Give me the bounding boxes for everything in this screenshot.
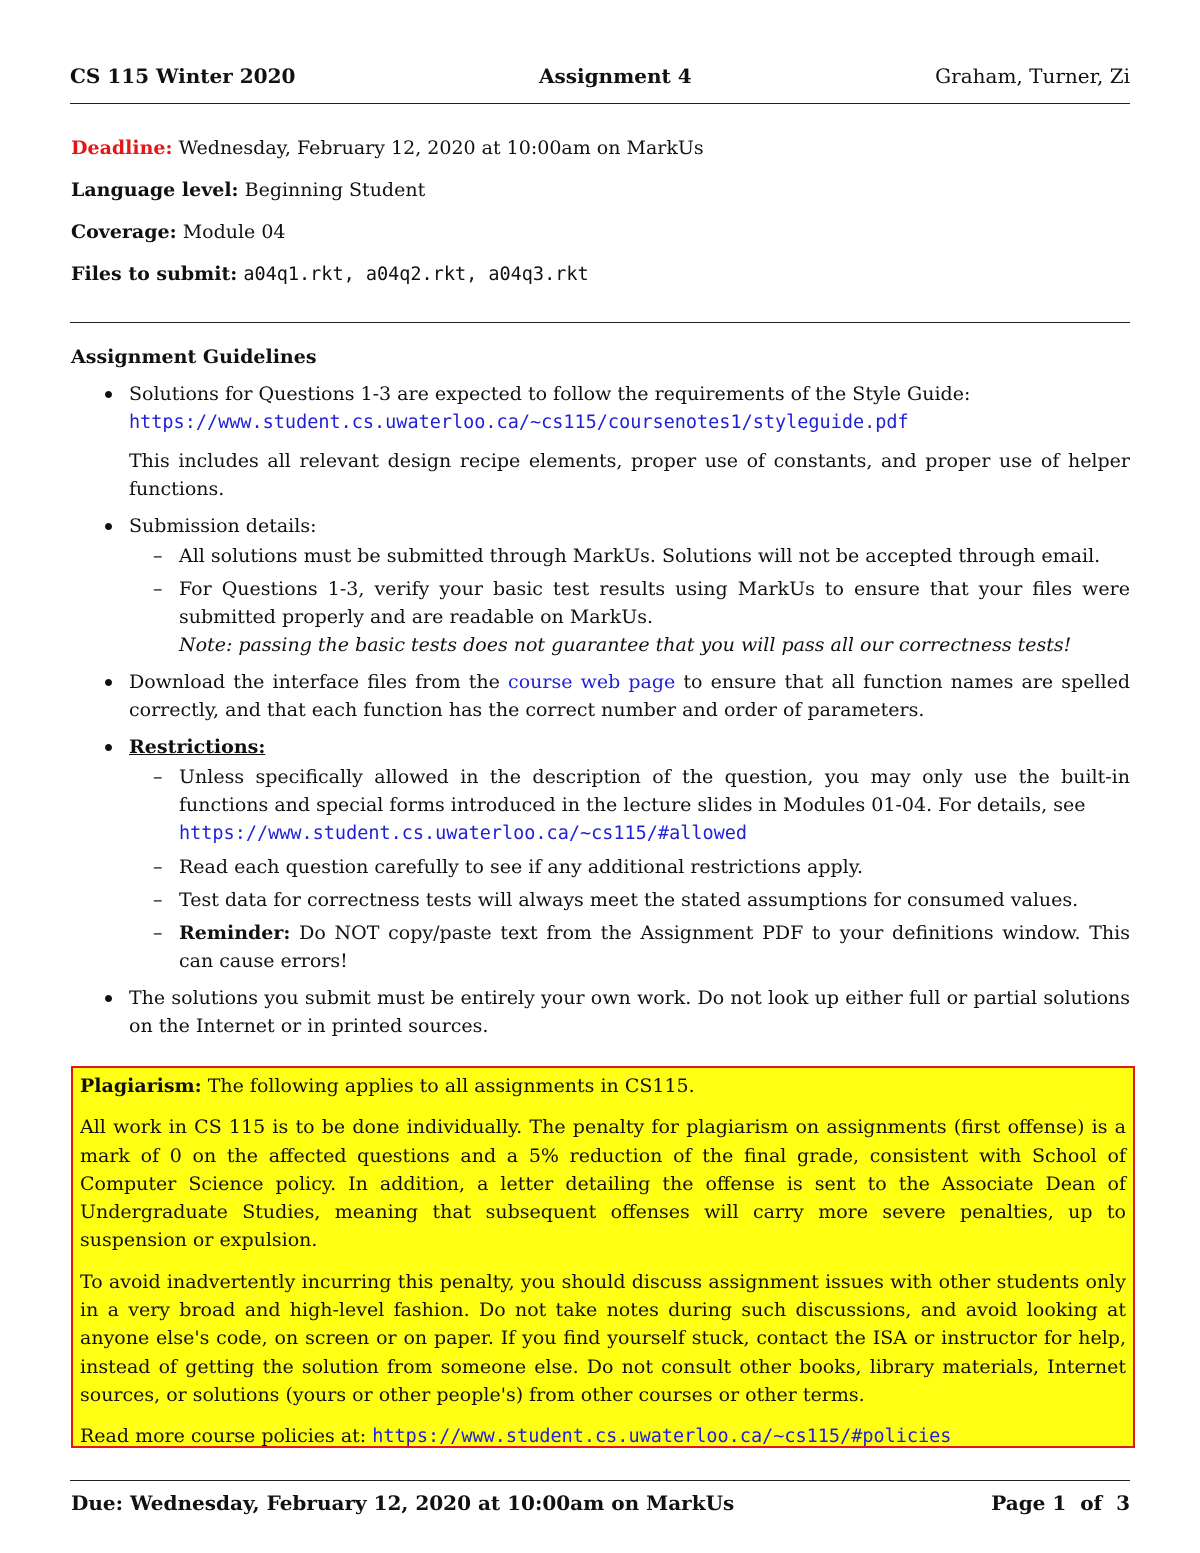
list-item [129,919,1130,975]
style-guide-text: Solutions for Questions 1-3 are expected to follow the requirements of the Style Guide: [129,383,971,405]
bullet-icon [105,744,112,751]
list-item [71,984,1130,1040]
assignment-guidelines [71,344,1130,1049]
reminder-label: Reminder: [179,922,291,944]
submission-item-verify: For Questions 1-3, verify your basic test results using MarkUs to ensure that your files were submitted properly and are readable on MarkUs. [179,578,1130,628]
submission-list [129,542,1130,659]
dash-icon: – [153,889,163,911]
files-line [71,259,1130,301]
restriction-test-data: Test data for correctness tests will always meet the stated assumptions for consumed values. [179,889,1079,911]
download-text-after: to ensure that all function names are spelled correctly, and that each function has the correct number and order of parameters. [129,671,1131,721]
list-item [129,575,1130,659]
policies-text: Read more course policies at: [80,1425,367,1448]
list-item [71,668,1130,724]
reminder-text: Do NOT copy/paste text from the Assignment PDF to your definitions window. This can cause errors! [179,922,1130,972]
files-label: Files to submit: [71,263,238,285]
list-item [71,380,1130,503]
guidelines-title: Assignment Guidelines [71,346,317,368]
page-header [70,58,1130,94]
download-text-before: Download the interface files from the [129,671,500,693]
list-item [129,853,1130,881]
dash-icon: – [153,856,163,878]
authors: Graham, Turner, Zi [935,64,1130,88]
submission-label: Submission details: [129,515,317,537]
restrictions-label: Restrictions: [129,736,266,758]
plagiarism-intro-text: The following applies to all assignments in CS115. [207,1075,695,1097]
style-guide-link[interactable]: https://www.student.cs.uwaterloo.ca/~cs115/coursenotes1/styleguide.pdf [129,412,909,433]
meta-divider [70,322,1130,323]
language-label: Language level: [71,179,239,201]
page-footer [71,1488,1130,1518]
footer-due: Due: Wednesday, February 12, 2020 at 10:00am on MarkUs [71,1491,735,1515]
bullet-icon [105,391,112,398]
list-item [71,733,1130,975]
course-name: CS 115 Winter 2020 [70,64,296,88]
files-value: a04q1.rkt, a04q2.rkt, a04q3.rkt [243,264,589,285]
dash-icon: – [153,578,163,600]
allowed-functions-link[interactable]: https://www.student.cs.uwaterloo.ca/~cs115/#allowed [179,823,748,844]
plagiarism-intro [80,1072,1126,1100]
submission-item-markus: All solutions must be submitted through MarkUs. Solutions will not be accepted through email. [179,545,1101,567]
course-web-page-link[interactable]: course web page [508,671,676,693]
deadline-label: Deadline: [71,137,173,159]
bullet-icon [105,995,112,1002]
plagiarism-policies [80,1422,1126,1451]
plagiarism-label: Plagiarism: [80,1075,202,1097]
assignment-title: Assignment 4 [538,64,692,88]
coverage-value: Module 04 [182,221,286,243]
language-value: Beginning Student [244,179,426,201]
page-number: Page 1 of 3 [991,1491,1130,1515]
deadline-line [71,133,1130,175]
plagiarism-box [71,1066,1135,1448]
language-line [71,175,1130,217]
dash-icon: – [153,545,163,567]
style-guide-includes: This includes all relevant design recipe elements, proper use of constants, and proper use of helper functions. [129,450,1130,500]
list-item [71,512,1130,659]
coverage-label: Coverage: [71,221,177,243]
own-work-text: The solutions you submit must be entirely your own work. Do not look up either full or partial solutions on the Internet or in printed sources. [129,987,1130,1037]
footer-divider [70,1480,1130,1481]
list-item [129,886,1130,914]
plagiarism-penalty-paragraph: All work in CS 115 is to be done individually. The penalty for plagiarism on assignments (first offense) is a mark of 0 on the affected questions and a 5% reduction of the final grade, consistent with School of Computer Science policy. In addition, a letter detailing the offense is sent to the Associate Dean of Undergraduate Studies, meaning that subsequent offenses will carry more severe penalties, up to suspension or expulsion. [80,1116,1126,1252]
guidelines-list [71,380,1130,1040]
dash-icon: – [153,766,163,788]
dash-icon: – [153,922,163,944]
deadline-value: Wednesday, February 12, 2020 at 10:00am on MarkUs [178,137,704,159]
coverage-line [71,217,1130,259]
list-item [129,542,1130,570]
restriction-read-carefully: Read each question carefully to see if any additional restrictions apply. [179,856,863,878]
restrictions-list [129,763,1130,975]
submission-note: Note: passing the basic tests does not guarantee that you will pass all our correctness tests! [179,634,1072,656]
header-divider [70,103,1130,104]
bullet-icon [105,679,112,686]
bullet-icon [105,523,112,530]
list-item [129,763,1130,848]
restriction-builtins: Unless specifically allowed in the description of the question, you may only use the built-in functions and special forms introduced in the lecture slides in Modules 01-04. For details, see [179,766,1130,816]
policies-link[interactable]: https://www.student.cs.uwaterloo.ca/~cs115/#policies [372,1426,952,1448]
assignment-meta [71,133,1130,301]
plagiarism-avoid-paragraph: To avoid inadvertently incurring this penalty, you should discuss assignment issues with other students only in a very broad and high-level fashion. Do not take notes during such discussions, and avoid looking at anyone else's code, on screen or on paper. If you find yourself stuck, contact the ISA or instructor for help, instead of getting the solution from someone else. Do not consult other books, library materials, Internet sources, or solutions (yours or other people's) from other courses or other terms. [80,1270,1126,1406]
